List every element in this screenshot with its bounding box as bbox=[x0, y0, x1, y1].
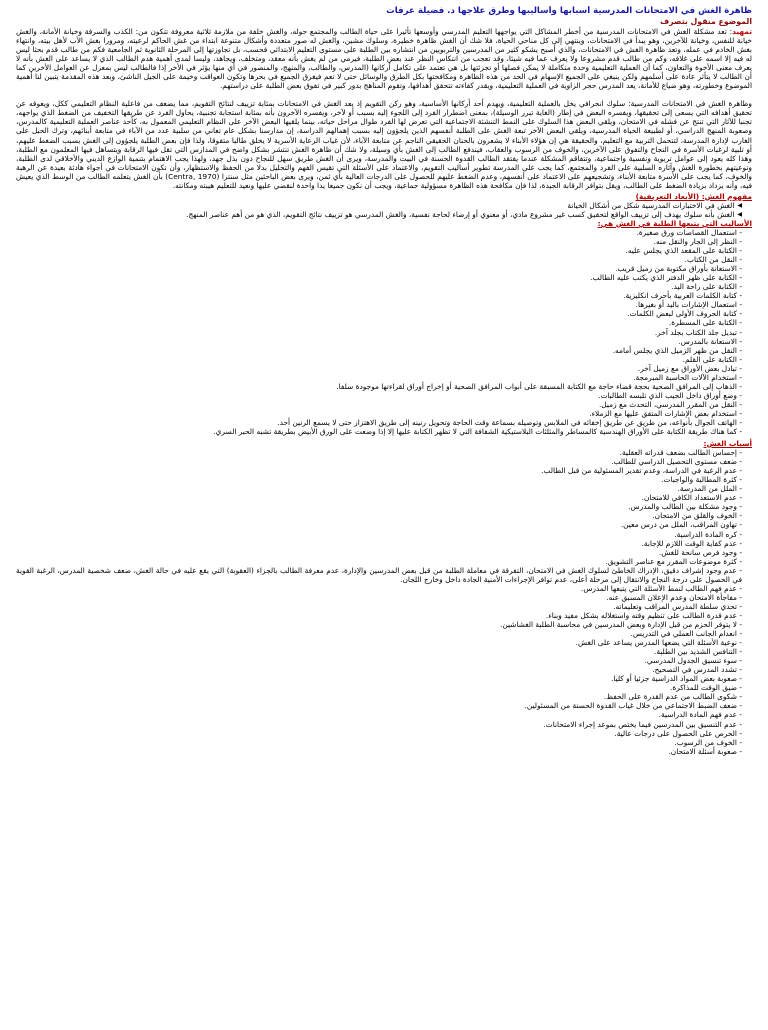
method-item: - استخدام الآلات الحاسبة المبرمجة. bbox=[633, 372, 742, 382]
cause-item: - الملل من المدرسة. bbox=[677, 484, 742, 494]
intro-paragraph bbox=[16, 27, 752, 90]
cause-item: - عدم الرغبة في الدراسة، وعدم تقدير المسئولية من قبل الطالب. bbox=[541, 466, 742, 476]
method-item: - النقل من ظهر الزميل الذي يجلس أمامه. bbox=[612, 345, 742, 355]
cause-item: - عدم التنسيق بين المدرسين فيما يختص بموعد إجراء الامتحانات. bbox=[543, 719, 742, 729]
cause-item: - شكوى الطالب من عدم القدرة على الحفظ. bbox=[603, 692, 742, 702]
cause-item: - عدم فهم المادة الدراسية. bbox=[658, 710, 742, 720]
cause-item: - عدم كفاية الوقت اللازم للإجابة. bbox=[641, 538, 742, 548]
concept-item-text: الغش بأنه سلوك يهدف إلى تزييف الواقع لتحقيق كسب غير مشروع مادي، أو معنوي أو إرضاء لحاجة نفسية، والغش المدرسي هو تزييف نتائج التقويم، الذي هو من أهم عناصر المنهج. bbox=[186, 209, 735, 219]
body-paragraph-2: وظاهرة الغش في الامتحانات المدرسية: سلوك انحرافي يخل بالعملية التعليمية، ويهدم أحد أركانها الأساسية، وهو ركن التقويم إذ يعد الغش في الامتحانات بمثابة تزييف لنتائج التقويم، مما يضعف من فاعلية النظام التعليمي ككل، ويعوقه عن تحقيق أهدافه التي يسعى إلى تحقيقها، ويفسره البعض في إطار (الغاية تبرر الوسيلة)، بمعنى اضطرار الفرد إلى اللجوء إليه بسبب أو لآخر، ويفسره الآخرون بأنه بمثابة استجابة تجنبية، يحاول الفرد عن طريقها التخفيف من الضغط الذي يواجهه، تجنبا للآثار التي تنتج عن فشله في الامتحان، ويلقي البعض هذا السلوك على النمط التنشئة الاجتماعية التي تعرض لها الفرد طوال مراحل حياته، بينما يلقيها البعض الآخر على النظام التعليمي المعمول به، كأحد عناصر العملية التعليمية كالمدرس، وصعوبة المنهج الدراسي، أو لطبيعة الحياة المدرسية، ويلقي البعض الآخر تبعة الغش على الطلبة أنفسهم الذين يلجؤون إليه بسبب إهمالهم الدراسة، إن مدارسنا بشكل عام تعاني من سلبية عدد من الآباء في متابعة أبنائهم، وترك الحبل على الغارب لإدارة المدرسة، لتتحمل التربية مع التعليم، والحقيقة هي إن هؤلاء الأبناء لا يشعرون بالحنان الحقيقي الناجم عن متابعة الآباء، لأن غياب الرعاية الأسرية لا يخلق طالبا متفوقا، ولذا فإن بعض الطلبة يلجؤون إلى الغش بسبب الضغط عليهم، أو تلبية لرغبات الأسرة في النجاح والتفوق على الآخرين، والخوف من الرسوب والعقاب، فيندفع الطالب إلى الغش بأي وسيلة، ولا شك أن ظاهرة الغش تنتشر بشكل واضح في المدارس التي تقل فيها الرقابة ويتساهل فيها المعلمون مع الطلبة، وهذا كله يعود إلى عوامل تربوية ونفسية واجتماعية، وتتفاقم المشكلة عندما يفتقد الطالب القدوة الحسنة في البيت والمدرسة، ويرى أن الغش طريق سهل للنجاح دون بذل جهد، ولهذا يجب الاهتمام بتنمية الوازع الديني والأخلاقي لدى الطلبة، وتوعيتهم بخطورة الغش وآثاره السلبية على الفرد والمجتمع، كما يجب على المدرسة تطوير أساليب التقويم، والاعتماد على الأسئلة التي تقيس الفهم والتحليل بدلا من الحفظ والاستظهار، وأن تكون الامتحانات في أجواء هادئة بعيدة عن الرهبة والخوف، كما يجب على الأسرة متابعة الأبناء، وتشجيعهم على الاعتماد على أنفسهم، وعدم الضغط عليهم للحصول على الدرجات العالية بأي ثمن، ويرى بعض الباحثين مثل سنترا (Centra, 1970) بأن الغش يتعلمه الطالب من الوسط الذي يعيش فيه، وأنه يزداد بزيادة الضغط على الطالب، ويقل بتوافر الرقابة الجيدة، لذا فإن مكافحة هذه الظاهرة مسؤولية جماعية، ويجب أن نكون جميعا يدا واحدة لنقضي عليها ونعيد للتعليم هيبته ومكانته. bbox=[16, 99, 752, 190]
method-item: - تبادل بعض الأوراق مع زميل آخر. bbox=[637, 363, 742, 373]
article-title: ظاهرة الغش في الامتحانات المدرسية أسبابها وأساليبها وطرق علاجها د. فضيلة عرفات bbox=[386, 6, 752, 16]
method-item: - النقل من المقرر المدرسي، التحدث مع زميل. bbox=[598, 399, 742, 409]
cause-item: - تحدي سلطة المدرس المراقب وتعليماته. bbox=[613, 601, 742, 611]
method-item: - الكتابة على المقعد الذي يجلس عليه. bbox=[625, 246, 742, 256]
method-item: - تبديل جلد الكتاب بجلد آخر. bbox=[654, 327, 742, 337]
cause-item: - مفاجأة الامتحان وعدم الإعلان المسبق عنه. bbox=[606, 592, 742, 602]
cause-item: - كثرة المطالبة والواجبات. bbox=[661, 475, 742, 485]
causes-heading: أسباب الغش: bbox=[703, 439, 752, 449]
method-item: - كتابة الكلمات العربية بأحرف انكليزية. bbox=[623, 291, 742, 301]
cause-item: - كره المادة الدراسية. bbox=[674, 529, 742, 539]
cause-item: - الخوف من الرسوب. bbox=[674, 737, 742, 747]
intro-lead: تمهيد bbox=[732, 27, 752, 36]
cause-item: - ضعف مستوى التحصيل الدراسي للطالب. bbox=[611, 457, 742, 467]
cause-item: - صعوبة بعض المواد الدراسية جزئيا أو كليا. bbox=[610, 674, 742, 684]
method-item: - الكتابة على ظهر الدفتر الذي يكتب عليه الطالب. bbox=[590, 273, 742, 283]
bullet-triangle-icon: ◀ bbox=[737, 210, 742, 218]
cause-item: - لا يتوفر الحزم من قبل الإدارة وبعض المدرسين في محاسبة الطلبة الغشاشين. bbox=[499, 620, 742, 629]
method-item: - استعمال القصاصات ورق صغيرة. bbox=[636, 227, 742, 237]
method-item: - النقل من الكتاب. bbox=[684, 255, 742, 265]
source-note: الموضوع منقول بتصرف bbox=[660, 17, 752, 26]
causes-list bbox=[16, 448, 752, 756]
cause-item: - التنافس الشديد بين الطلبة. bbox=[653, 647, 742, 657]
cause-item: - تهاون المراقب، الملل من درس معين. bbox=[620, 520, 742, 530]
cause-item: - عدم الاستعداد الكافي للامتحان. bbox=[641, 493, 742, 503]
method-item: - الاستعانة بأوراق مكتوبة من زميل قريب. bbox=[615, 264, 742, 274]
method-item: - كما هناك طريقة الكتابة على الأوراق الهندسية كالمساطر والمثلثات البلاستيكية الشفافة التي لا تظهر الكتابة عليها إلا إذا وضعت على الورق الأبيض بطريقة تشبه الحبر السري. bbox=[213, 427, 742, 437]
cause-item: - تشدد المدرس في التصحيح. bbox=[652, 665, 742, 675]
cause-item: - الخوف والقلق من الامتحان. bbox=[652, 511, 742, 521]
cause-item: - عدم فهم الطالب لنمط الأسئلة التي يتبعها المدرس. bbox=[580, 583, 742, 593]
cause-item: - كثرة موضوعات المقرر مع عناصر التشويق. bbox=[605, 556, 742, 566]
cause-item: - عدم قدرة الطالب على تنظيم وقته واستغلاله بشكل مفيد وبناء. bbox=[545, 610, 742, 620]
methods-heading: الأساليب التي يتبعها الطلبة في الغش هي: bbox=[597, 218, 752, 228]
concept-item bbox=[16, 201, 752, 210]
method-item: - استعمال الإشارات باليد أو بغيرها. bbox=[635, 300, 742, 310]
intro-text: : تعد مشكلة الغش في الامتحانات المدرسية من أخطر المشاكل التي يواجهها التعليم المدرسي وأوسعها تأثيرا على حياة الطالب والمجتمع حوله، والغش خلفة من ملازمة ثلاثية معروفة تتكون من: الكذب والسرقة وخيانة الأمانة، والغش خيانة للنفس، وخيانة للآخرين، وهو يبدأ في الامتحانات، وينتهي إلى كل مناحي الحياة، فلا شك أن الغش ظاهرة خطيرة، وسلوك مشين، والغش له صور متعددة وأشكال متنوعة ابتداء من غش الحاكم لرعيته، ومرورا بغش الأب لأهل بيته، وانتهاء بغش الخادم في عمله، وتعد ظاهرة الغش في الامتحانات، والذي أصبح يشكو كثير من المدرسين والتربويين من انتشاره بين الطلبة على مستوى التعليم الابتدائي فحسب، بل تجاوزتها إلى المرحلة الثانوية ثم الجامعية فكم من طالب قدم بحثا ليس له فيه إلا اسمه على غلافه، وكم من طالب قدم مشروعا ولا يعرف عما فيه شيئا، وقد تعجب من انتكاس النظر عند بعض الطلبة، فيرمي من لم يغش بأنه معقد، ومتخلف، ويجاهد، وليسا لمدى أهمية هدم الطالب الذي لا يساعد على الغش بأنه لا يعرف معنى الأخوة والتعاون، كما أن العملية التعليمية وحدة متكاملة لا يمكن فصلها أو تجزئتها بل هي تعتمد على تكامل أركانها (المدرس، والطالب، والمنهج، والمنصور في أي منها يؤثر في الأخر إذا فالطالب ليس بمعزل عن العوامل الأخرين كما أن الطالب لا يتأثر عادة على أسلمهم ولكن ينبغي على الجميع الإسهام في الحد من هذه الظاهرة ومكافحتها بكل الطرق والوسائل حتى لا تعم فيغرق الجميع في بحرها وتكون العواقب وخيمة على الجيل الناشئ، وبعد هذه المقدمة يتبين لنا أهمية الموضوع وخطورته، وهو ضياع للأمانة، يعد المدرس حجر الزاوية في العملية التعليمية، ويقدر كفاءته تتحقق أهدافها، وتقوم المناهج بدور كبير في تفوق بعض الطلبة على دراستهم. bbox=[16, 27, 752, 91]
method-item: - وضع أوراق داخل الجيب الذي تلبسه الطالبات. bbox=[598, 390, 742, 400]
cause-item: - سوء تنسيق الجدول المدرسي. bbox=[644, 656, 742, 666]
concept-item-text: الغش في الاختبارات المدرسية شكل من أشكال الخيانة bbox=[567, 200, 735, 210]
concept-list bbox=[16, 201, 752, 219]
cause-item: - انعدام الجانب العملي في التدريس. bbox=[630, 629, 742, 639]
method-item: - الذهاب إلى المرافق الصحية بحجة قضاء حاجة مع الكتابة المسبقة على أبواب المرافق الصحية أو إخراج أوراق لقراءتها موجودة سلفا. bbox=[336, 381, 742, 391]
cause-item: - ضعف الضبط الاجتماعي من خلال غياب القدوة الحسنة من المسئولين. bbox=[524, 701, 742, 711]
method-item: - الكتابة على المسطرة. bbox=[668, 318, 742, 328]
concept-heading: مفهوم الغش: (الأبعاد التعريفية) bbox=[635, 191, 752, 201]
cause-item: - نوعية الأسئلة التي يضعها المدرس يساعد على الغش. bbox=[575, 638, 742, 648]
method-item: - الكتابة على القلم. bbox=[682, 354, 742, 364]
method-item: - النظر إلى الجار والنقل منه. bbox=[653, 237, 742, 247]
bullet-triangle-icon: ◀ bbox=[737, 201, 742, 209]
cause-item: - وجود فرص سانحة للغش. bbox=[658, 547, 742, 557]
cause-item: - وجود مشكلة بين الطالب والمدرس. bbox=[628, 502, 742, 512]
cause-item: - ضيق الوقت للمذاكرة. bbox=[669, 683, 742, 693]
cause-item: - إحساس الطالب بضعف قدراته العقلية. bbox=[619, 448, 742, 458]
method-item: - الكتابة على راحة اليد. bbox=[671, 282, 742, 292]
cause-item: - الحرص على الحصول على درجات عالية. bbox=[614, 728, 742, 738]
cause-item: - عدم وجود إشراف دقيق، الإدراك الخاطئ لسلوك الغش في الامتحان، التفرقة في معاملة الطلبة من قبل بعض المدرسين والإدارة، عدم معرفة الطالب بالجزاء (العقوبة) التي يقع عليه في حالة الغش، ضعف شخصية المدرس، الرغبة القوية في الحصول على درجة النجاح والانتقال إلى مرحلة أعلى، عدم توافر الإجراءات الأمنية الجادة داخل وخارج اللجان. bbox=[16, 565, 742, 584]
method-item: - كتابة الحروف الأولى لبعض الكلمات. bbox=[627, 309, 742, 319]
concept-item bbox=[16, 210, 752, 219]
method-item: - الاستعانة بالمدرس. bbox=[678, 336, 742, 346]
method-item: - الهاتف الجوال بأنواعه، من طريق عن طريق إخفائه في الملابس وتوصيله بسماعة وقت الحاجة وتحويل رنينه إلى طريق الاهتزاز حتى لا يسمع الرنين أحد. bbox=[277, 417, 742, 427]
method-item: - استخدام بعض الإشارات المتفق عليها مع الزملاء. bbox=[589, 408, 742, 418]
cause-item: - صعوبة أسئلة الامتحان. bbox=[668, 746, 742, 756]
document-page bbox=[16, 6, 752, 1018]
methods-list bbox=[16, 228, 752, 436]
